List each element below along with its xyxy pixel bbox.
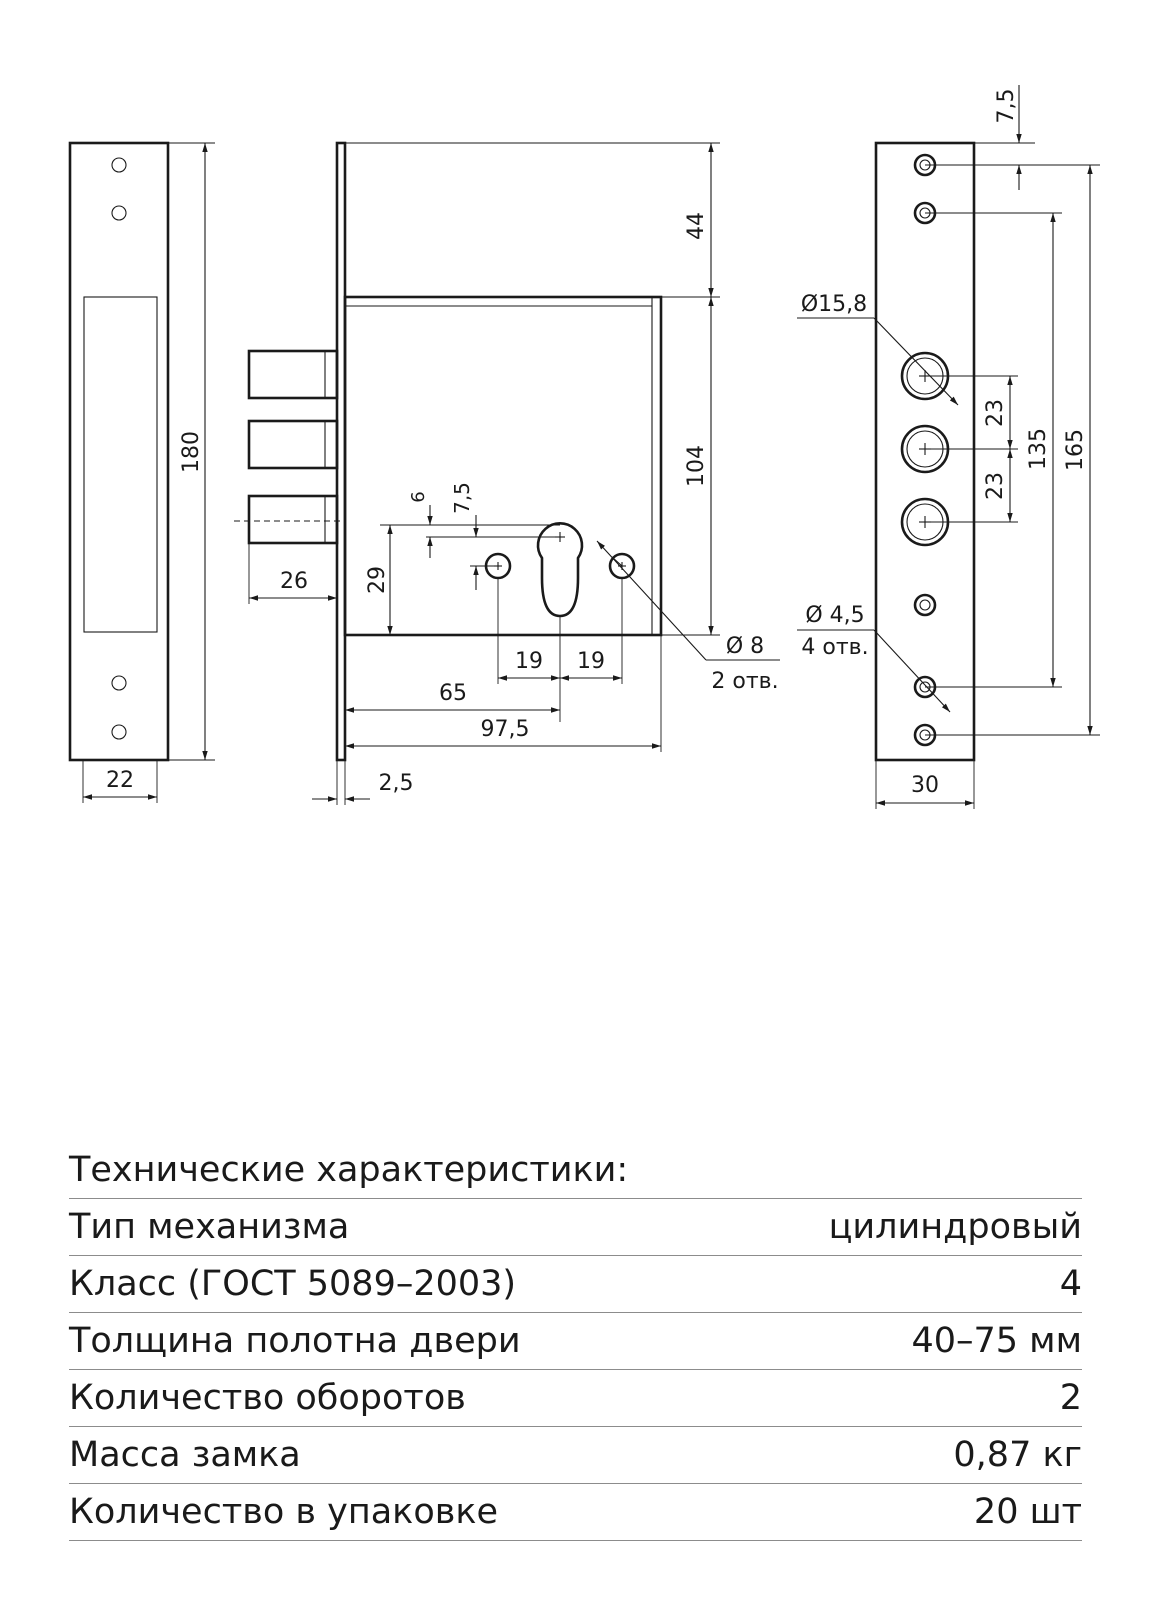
spec-label: Толщина полотна двери (69, 1321, 521, 1361)
spec-value: 4 (1059, 1264, 1082, 1304)
spec-value: 0,87 кг (953, 1435, 1082, 1475)
dim-keyhole-height: 29 (365, 566, 390, 594)
specs-table (69, 1142, 1082, 1541)
dim-plate-thickness: 2,5 (378, 771, 414, 796)
dim-roller-dia: Ø15,8 (800, 292, 868, 317)
dim-roller-pitch-1: 23 (983, 399, 1008, 427)
spec-row-turns (69, 1370, 1082, 1427)
dim-7-5-body: 7,5 (450, 482, 474, 514)
spec-label: Тип механизма (69, 1207, 350, 1247)
spec-row-weight (69, 1427, 1082, 1484)
dim-bolt-length: 26 (280, 569, 308, 594)
spec-row-package-qty (69, 1484, 1082, 1541)
lock-body-view (234, 143, 780, 805)
spec-row-mechanism (69, 1199, 1082, 1256)
spec-label: Количество оборотов (69, 1378, 466, 1418)
spec-label: Масса замка (69, 1435, 301, 1475)
spec-value: 20 шт (973, 1492, 1082, 1532)
dim-backset: 65 (439, 681, 467, 706)
dim-right-hole-offset: 19 (577, 649, 605, 674)
dim-holes-2: 2 отв. (711, 669, 779, 694)
spec-value: цилиндровый (828, 1207, 1082, 1247)
specs-title: Технические характеристики: (69, 1142, 1082, 1199)
dim-body-width: 97,5 (480, 717, 530, 742)
spec-value: 2 (1059, 1378, 1082, 1418)
spec-label: Количество в упаковке (69, 1492, 499, 1532)
dim-span-165: 165 (1063, 429, 1088, 471)
dim-strike-top: 7,5 (994, 88, 1019, 124)
dim-screws-4: 4 отв. (801, 635, 869, 660)
dim-left-hole-offset: 19 (515, 649, 543, 674)
spec-row-class (69, 1256, 1082, 1313)
dim-roller-pitch-2: 23 (983, 472, 1008, 500)
dim-screw-dia: Ø 4,5 (805, 603, 865, 628)
spec-row-door-thickness (69, 1313, 1082, 1370)
dim-body-top: 44 (684, 212, 709, 240)
dim-hole-dia-8: Ø 8 (725, 634, 765, 659)
dim-span-135: 135 (1026, 428, 1051, 470)
front-plate-view (70, 143, 215, 803)
dim-6: 6 (408, 491, 429, 503)
spec-label: Класс (ГОСТ 5089–2003) (69, 1264, 517, 1304)
dim-body-height: 104 (684, 445, 709, 487)
dim-front-height: 180 (179, 431, 204, 473)
dim-strike-width: 30 (911, 773, 939, 798)
strike-plate-view (797, 85, 1100, 809)
dim-front-width: 22 (106, 768, 134, 793)
spec-value: 40–75 мм (911, 1321, 1082, 1361)
